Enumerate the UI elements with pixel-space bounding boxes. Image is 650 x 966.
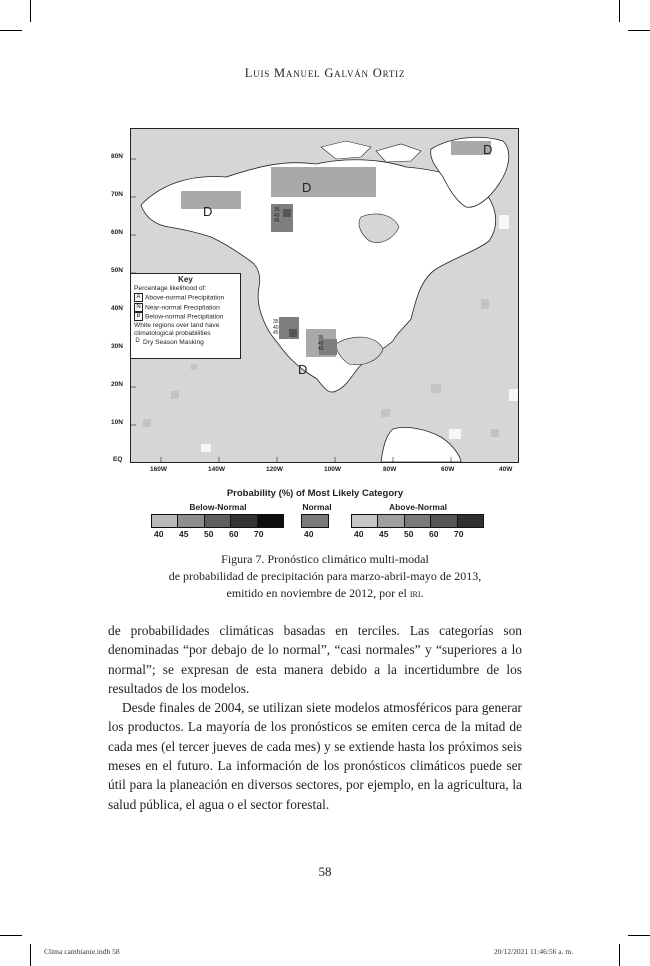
crop-mark xyxy=(0,935,22,936)
caption-line: de probabilidad de precipitación para marzo-abril-mayo de 2013, xyxy=(168,569,482,583)
legend-ticks xyxy=(352,528,484,540)
lon-label: 120W xyxy=(266,466,283,473)
legend-ticks xyxy=(152,528,284,540)
legend-swatch xyxy=(301,514,329,528)
lat-label: EQ xyxy=(113,456,123,463)
crop-mark xyxy=(619,0,620,22)
lat-label: 80N xyxy=(111,153,123,160)
legend-swatch xyxy=(430,514,457,528)
slug-right: 20/12/2021 11:46:56 a. m. xyxy=(494,947,574,956)
cell-label: 40 xyxy=(318,340,324,347)
legend-group-above xyxy=(352,502,484,540)
key-box: A xyxy=(134,293,143,302)
lat-label: 30N xyxy=(111,343,123,350)
caption-text: emitido en noviembre de 2012, por el xyxy=(226,586,410,600)
key-box: N xyxy=(134,303,143,312)
figure-caption xyxy=(0,551,650,602)
cell-label: 45 xyxy=(273,330,279,336)
lat-label: 20N xyxy=(111,381,123,388)
lat-label: 60N xyxy=(111,229,123,236)
slug-left: Clima cambiante.indb 58 xyxy=(44,947,120,956)
caption-acronym: iri xyxy=(409,586,421,600)
key-title: Key xyxy=(178,275,193,284)
key-item-label: Dry Season Masking xyxy=(143,338,204,346)
map-key xyxy=(130,273,241,359)
crop-mark xyxy=(628,935,650,936)
legend-group-below xyxy=(152,502,284,540)
map-dry-label: D xyxy=(298,362,308,377)
body-text xyxy=(108,621,522,814)
cell-label: 35 xyxy=(318,335,324,341)
figure xyxy=(108,128,522,542)
key-box: D xyxy=(135,338,140,345)
cell-label-group xyxy=(274,208,280,225)
cell-label: 40 xyxy=(273,324,279,331)
legend-swatch xyxy=(377,514,404,528)
legend-tick-label: 45 xyxy=(379,529,389,539)
lat-label: 40N xyxy=(111,305,123,312)
legend-tick-label: 70 xyxy=(454,529,464,539)
lon-label: 100W xyxy=(324,466,341,473)
legend-group-normal xyxy=(302,502,332,540)
legend-tick-label: 40 xyxy=(154,529,164,539)
legend-tick-label: 60 xyxy=(429,529,439,539)
legend-tick-label: 45 xyxy=(179,529,189,539)
legend-swatch xyxy=(204,514,231,528)
lat-label: 10N xyxy=(111,419,123,426)
paragraph: de probabilidades climáticas basadas en terciles. Las categorías son denominadas “por debajo de lo normal”, “casi normales” y “superiores a lo normal”; se expresan de esta manera debido a la incertidumbre de los resultados de los modelos. xyxy=(108,623,522,696)
key-item xyxy=(134,338,237,347)
key-item-label: Below-normal Precipitation xyxy=(145,313,224,321)
legend-swatch xyxy=(230,514,257,528)
lon-label: 60W xyxy=(441,466,455,473)
crop-mark xyxy=(30,0,31,22)
legend-swatches xyxy=(302,514,332,528)
legend-swatches xyxy=(152,514,284,528)
lat-label: 50N xyxy=(111,267,123,274)
crop-mark xyxy=(0,30,22,31)
legend-title: Probability (%) of Most Likely Category xyxy=(226,488,404,499)
legend-swatch xyxy=(257,514,284,528)
cell-label: 45 xyxy=(318,346,324,352)
legend-swatches xyxy=(352,514,484,528)
cell-label-group xyxy=(273,320,279,337)
cell-label: 40 xyxy=(274,212,280,219)
legend-swatch xyxy=(457,514,484,528)
key-item xyxy=(134,303,237,312)
legend-tick-label: 50 xyxy=(204,529,214,539)
cell-label: 35 xyxy=(274,207,280,213)
key-item-label: Above-normal Precipitation xyxy=(145,294,225,302)
legend-ticks xyxy=(302,528,332,540)
legend-tick-label: 70 xyxy=(254,529,264,539)
key-subtitle: Percentage likelihood of: xyxy=(134,285,207,292)
paragraph: Desde finales de 2004, se utilizan siete modelos atmosféricos para generar los productos. La mayoría de los pronósticos se emiten cerca de la mitad de cada mes (el tercer jueves de cada mes) y se extiende hasta los próximos seis meses en el futuro. La información de los pronósticos climáticos puede ser útil para la planeación en diversos sectores, por ejemplo, en la agricultura, la salud pública, el agua o el sector forestal. xyxy=(108,700,522,812)
cell-label: 35 xyxy=(273,319,279,325)
caption-line: Figura 7. Pronóstico climático multi-modal xyxy=(221,552,429,566)
legend-tick-label: 60 xyxy=(229,529,239,539)
cell-label: 45 xyxy=(274,218,280,224)
legend-swatch xyxy=(177,514,204,528)
key-item xyxy=(134,293,237,302)
legend-swatch xyxy=(404,514,431,528)
lon-label: 80W xyxy=(383,466,397,473)
crop-mark xyxy=(628,30,650,31)
key-item xyxy=(134,312,237,321)
lon-label: 140W xyxy=(208,466,225,473)
map-dry-label: D xyxy=(483,142,493,157)
caption-text: . xyxy=(420,586,424,600)
legend-tick-label: 40 xyxy=(354,529,364,539)
caption-line xyxy=(0,585,650,602)
legend-tick-label: 50 xyxy=(404,529,414,539)
lon-label: 160W xyxy=(150,466,167,473)
cell-label-group xyxy=(318,336,324,353)
map-dry-label: D xyxy=(203,204,213,219)
legend-group-label: Above-Normal xyxy=(388,502,448,512)
legend-swatch xyxy=(351,514,378,528)
legend-tick-label: 40 xyxy=(304,529,314,539)
map-dry-label: D xyxy=(302,180,312,195)
lon-label: 40W xyxy=(499,466,513,473)
key-note: White regions over land have climatological probabilities xyxy=(134,321,220,337)
lat-label: 70N xyxy=(111,191,123,198)
legend-group-label: Below-Normal xyxy=(189,502,247,512)
running-head: Luis Manuel Galván Ortiz xyxy=(244,66,406,80)
key-box: B xyxy=(134,312,143,321)
crop-mark xyxy=(30,944,31,966)
legend-swatch xyxy=(151,514,178,528)
crop-mark xyxy=(619,944,620,966)
page-number: 58 xyxy=(318,864,332,879)
key-item-label: Near-normal Precipitation xyxy=(145,303,220,311)
legend-group-label: Normal xyxy=(302,502,332,512)
